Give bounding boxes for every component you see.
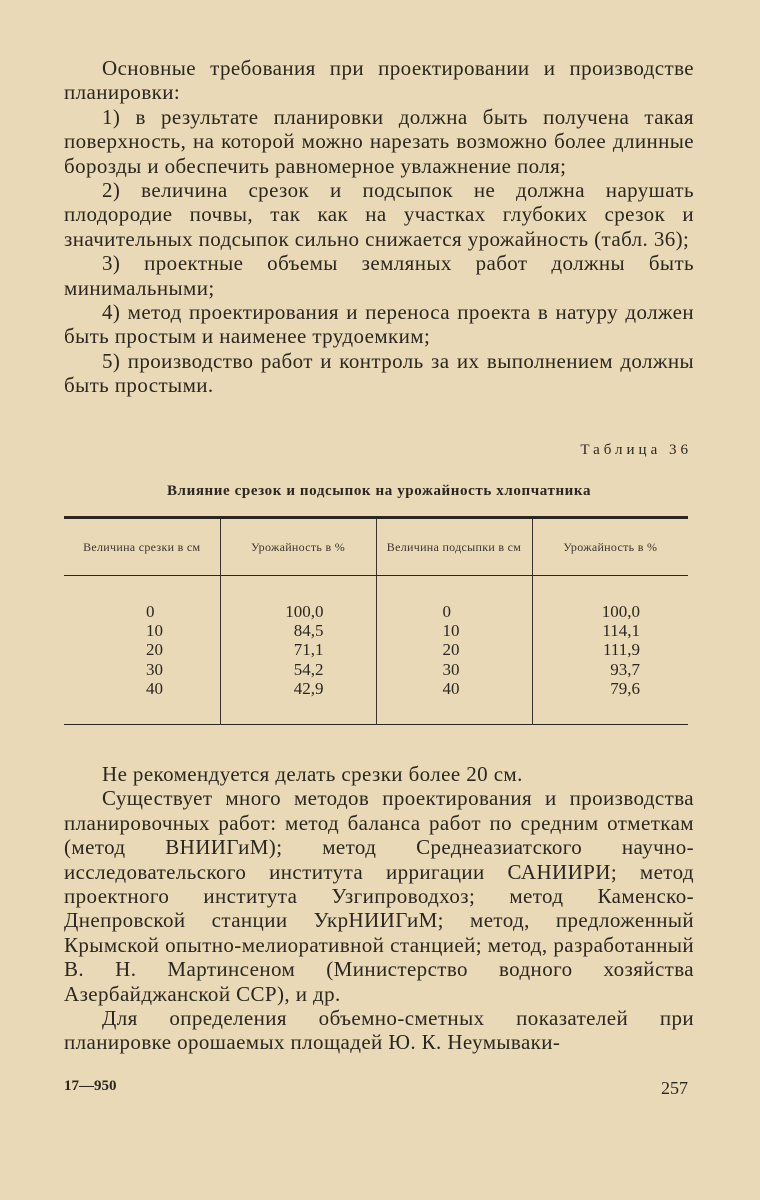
- header-fill-depth: Величина подсыпки в см: [376, 518, 532, 576]
- cell: 0: [442, 602, 451, 621]
- column-yield-cut: [220, 576, 376, 725]
- column-yield-fill: [532, 576, 688, 725]
- table-label: Таблица 36: [580, 442, 692, 458]
- paragraph-intro: Основные требования при проектировании и производстве планировки:: [64, 56, 694, 105]
- cell: 42,9: [293, 678, 324, 698]
- cell: 20: [146, 640, 163, 660]
- column-fill-depth: [376, 576, 532, 725]
- header-yield-cut: Урожайность в %: [220, 518, 376, 576]
- header-yield-fill: Урожайность в %: [532, 518, 688, 576]
- cell: 30: [146, 659, 163, 679]
- paragraph-item-3: 3) проектные объемы земляных работ должны быть минимальными;: [64, 251, 694, 300]
- paragraph-item-4: 4) метод проектирования и переноса проекта в натуру должен быть простым и наименее трудоемким;: [64, 300, 694, 349]
- yield-table: [64, 516, 688, 725]
- cell: 100,0: [601, 602, 640, 621]
- cell: 100,0: [285, 602, 324, 621]
- cell: 54,2: [293, 659, 324, 679]
- cell: 79,6: [610, 678, 640, 698]
- paragraph-recommendation: Не рекомендуется делать срезки более 20 см.: [102, 762, 523, 786]
- table-row: [64, 576, 688, 725]
- cell: 0: [146, 602, 155, 621]
- cell: 71,1: [293, 640, 324, 660]
- paragraph-estimates: Для определения объемно-сметных показателей при планировке орошаемых площадей Ю. К. Неумываки-: [64, 1006, 694, 1055]
- paragraph-methods: Существует много методов проектирования и производства планировочных работ: метод баланса работ по средним отметкам (метод ВНИИГиМ); метод Среднеазиатского научно-исследовательского института ирригации САНИИРИ; метод проектного института Узгипроводхоз; метод Каменско-Днепровской станции УкрНИИГиМ; метод, предложенный Крымской опытно-мелиоративной станцией; метод, разработанный В. Н. Мартинсеном (Министерство водного хозяйства Азербайджанской ССР), и др.: [64, 786, 694, 1006]
- cell: 30: [442, 659, 460, 679]
- cell: 40: [146, 678, 163, 698]
- cell: 84,5: [293, 621, 324, 641]
- cell: 40: [442, 678, 460, 698]
- paragraph-item-2: 2) величина срезок и подсыпок не должна нарушать плодородие почвы, так как на участках глубоких срезок и значительных подсыпок сильно снижается урожайность (табл. 36);: [64, 178, 694, 251]
- header-cut-depth: Величина срезки в см: [64, 518, 220, 576]
- requirements-section: [64, 56, 694, 398]
- cell: 10: [442, 621, 460, 641]
- cell: 93,7: [610, 659, 640, 679]
- table-header-row: [64, 518, 688, 576]
- cell: 10: [146, 621, 163, 641]
- methods-section: [64, 762, 694, 1055]
- paragraph-item-1: 1) в результате планировки должна быть получена такая поверхность, на которой можно нарезать возможно более длинные борозды и обеспечить равномерное увлажнение поля;: [64, 104, 694, 178]
- cell: 114,1: [602, 621, 640, 641]
- cell: 20: [442, 640, 460, 660]
- page-number: 257: [661, 1078, 688, 1098]
- cell: 111,9: [603, 640, 640, 660]
- printer-signature: 17—950: [64, 1078, 117, 1094]
- paragraph-item-5: 5) производство работ и контроль за их выполнением должны быть простыми.: [64, 348, 694, 398]
- column-cut-depth: [64, 576, 220, 725]
- table-title: Влияние срезок и подсыпок на урожайность хлопчатника: [166, 483, 592, 499]
